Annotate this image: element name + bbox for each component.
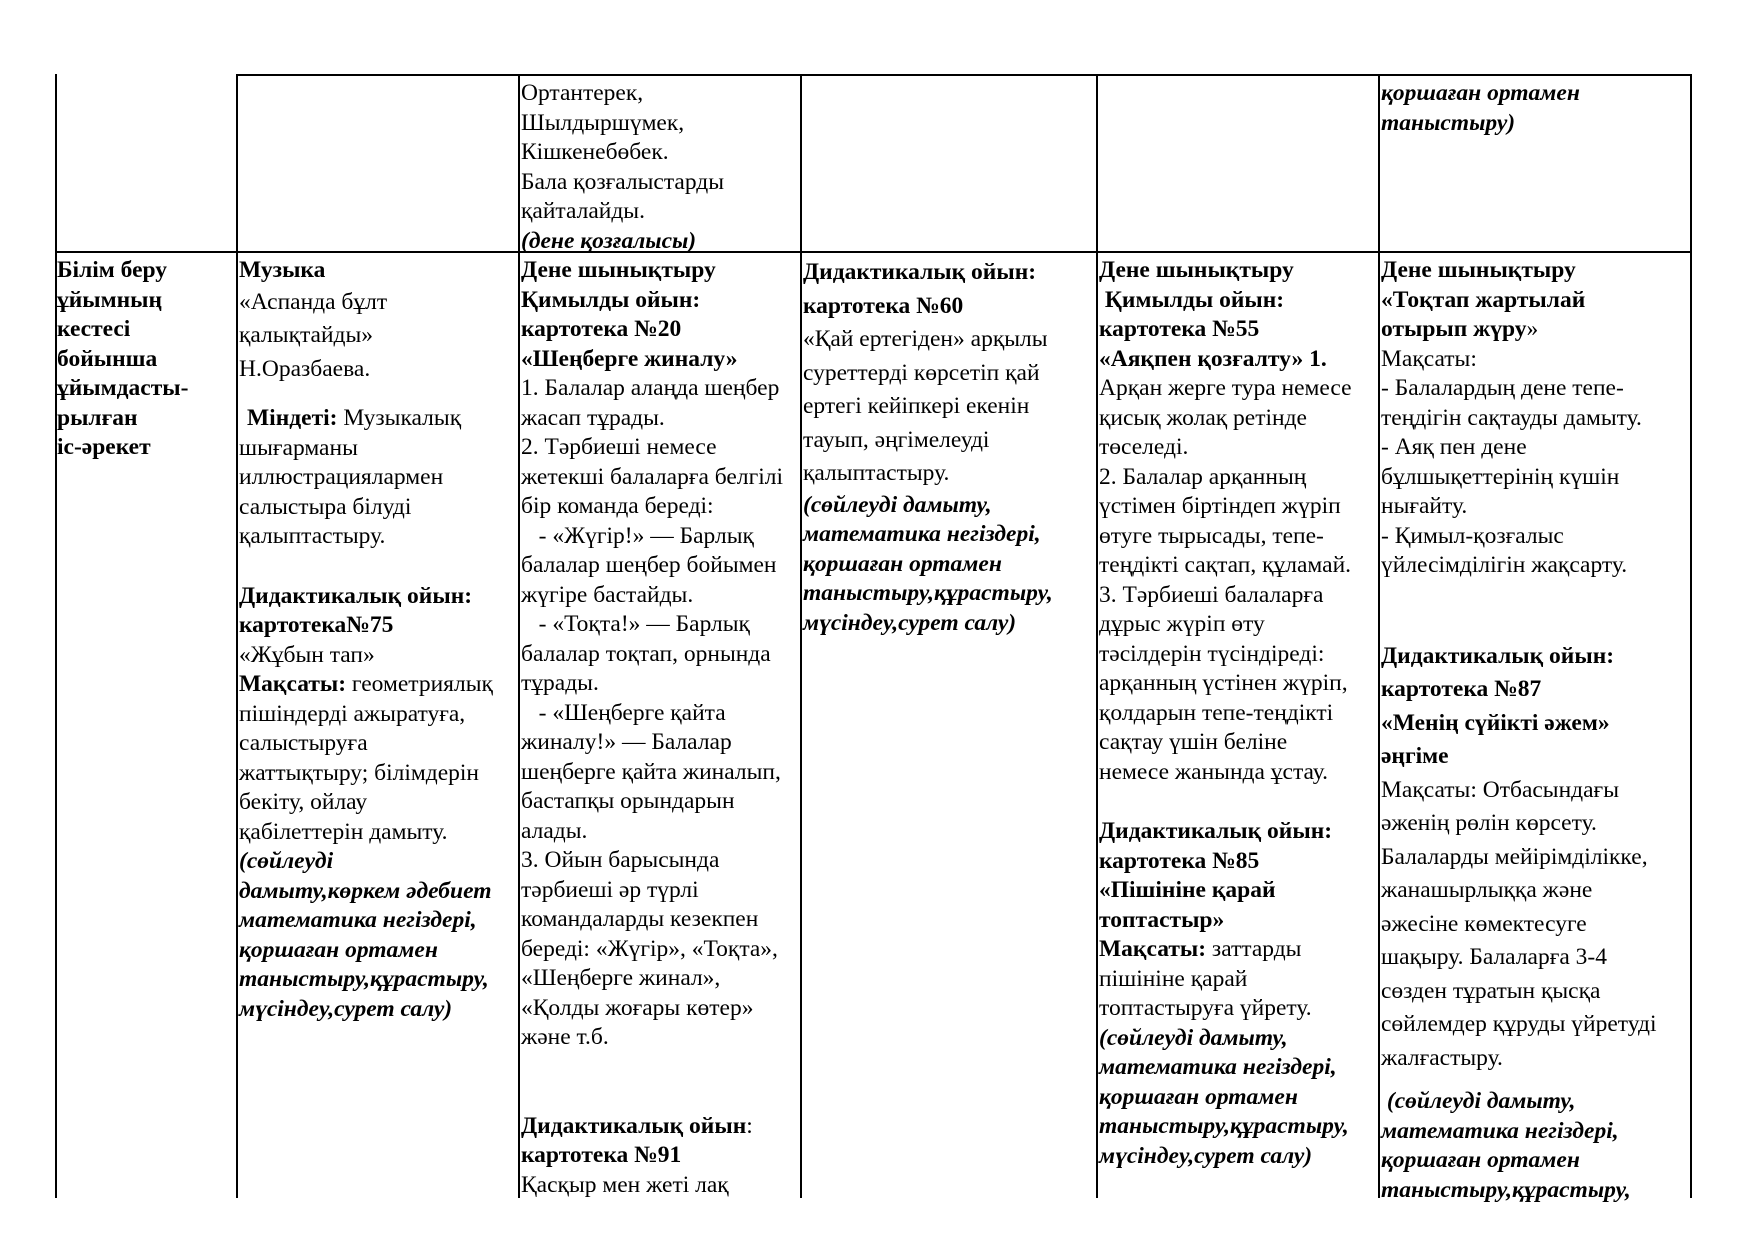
body-line: балалар тоқтап, орнында: [521, 640, 771, 667]
subject-tag-line: мүсіндеу,сурет салу): [1099, 1142, 1313, 1169]
subject-tag-line: таныстыру,құрастыру,: [803, 580, 1053, 606]
task-line: шығарманы: [239, 434, 358, 461]
subject-tag-line: таныстыру,құрастыру,: [1381, 1176, 1631, 1203]
title-close-quote: »: [1526, 316, 1539, 342]
body-line: жиналу!» — Балалар: [521, 729, 732, 755]
body-line: - «Тоқта!» — Барлық: [521, 611, 750, 637]
goal-line: қабілеттерін дамыту.: [239, 818, 448, 845]
body-line: тұрады.: [521, 670, 599, 696]
row-header-line: кестесі: [57, 316, 131, 342]
body-line: ертегі кейіпкері екенін: [803, 393, 1030, 419]
game-name: Қасқыр мен жеті лақ: [521, 1171, 729, 1198]
body-line: сақтау үшін беліне: [1099, 729, 1288, 755]
body-line: - Балалардың дене тепе-: [1381, 375, 1624, 401]
body-line: қалыптастыру.: [803, 460, 950, 486]
top-row-col6-cell: [1381, 79, 1580, 138]
game-title-line: Дидактикалық ойын:: [1099, 818, 1333, 844]
task-label: Міндеті:: [247, 405, 338, 431]
body-line: Арқан жерге тура немесе: [1099, 375, 1352, 401]
story-line: шақыру. Балаларға 3-4: [1381, 944, 1607, 970]
task-line: қалыптастыру.: [239, 523, 386, 549]
game-name: «Жұбын тап»: [239, 641, 375, 668]
body-line: 1. Балалар алаңда шеңбер: [521, 375, 780, 401]
activity-title-line: картотека №55: [1099, 316, 1260, 342]
body-line: 3. Тәрбиеші балаларға: [1099, 581, 1324, 608]
story-line: жалғастыру.: [1381, 1044, 1503, 1071]
column-border-3: [518, 74, 520, 1198]
row-header-line: бойынша: [57, 345, 158, 372]
game-title-line: Дидактикалық ойын:: [803, 259, 1037, 285]
subject-tag-line: (сөйлеуді: [239, 848, 334, 874]
story-line: әженің рөлін көрсету.: [1381, 810, 1597, 836]
activity-title-line: отырып жүру: [1381, 316, 1527, 342]
body-line: «Шеңберге жинал»,: [521, 965, 721, 991]
game-card: картотека №91: [521, 1142, 682, 1168]
col5-cell: [1099, 256, 1352, 1171]
goal-line: пішіндерді ажыратуға,: [239, 700, 466, 727]
body-line: жүгіре бастайды.: [521, 581, 694, 608]
body-line: 2. Балалар арқанның: [1099, 463, 1307, 490]
subject-tag-line: (сөйлеуді дамыту,: [1099, 1024, 1288, 1051]
row-header-line: ұйымның: [57, 286, 163, 313]
body-line: өтуге тырысады, тепе-: [1099, 522, 1324, 549]
body-line: үстімен біртіндеп жүріп: [1099, 493, 1341, 519]
subject-tag-line: таныстыру,құрастыру,: [239, 966, 489, 992]
game-title-line: картотека №87: [1381, 676, 1542, 702]
subject-tag-line: қоршаған ортамен: [239, 936, 438, 963]
subject-tag-line: қоршаған ортамен: [1381, 1147, 1580, 1173]
story-line: Мақсаты: Отбасындағы: [1381, 776, 1619, 803]
body-line: - Қимыл-қозғалыс: [1381, 522, 1564, 549]
body-line: Мақсаты:: [1381, 345, 1477, 372]
row-header-line: ұйымдасты-: [57, 375, 189, 401]
column-border-2: [236, 74, 238, 1198]
story-line: сөзден тұратын қысқа: [1381, 977, 1601, 1004]
col4-cell: [803, 256, 1053, 638]
activity-title-line: Қимылды ойын:: [1099, 286, 1285, 313]
text-line: Ортантерек,: [521, 80, 644, 106]
body-line: теңдікті сақтап, құламай.: [1099, 552, 1352, 578]
body-line: «Қолды жоғары көтер»: [521, 994, 754, 1021]
song-line: Н.Оразбаева.: [239, 355, 371, 382]
subject-tag-line: (сөйлеуді дамыту,: [1381, 1088, 1576, 1114]
body-line: береді: «Жүгір», «Тоқта»,: [521, 935, 778, 962]
subject-tag-line: таныстыру,құрастыру,: [1099, 1113, 1349, 1139]
goal-line: пішініне қарай: [1099, 965, 1248, 992]
game-title-line: картотека №85: [1099, 847, 1260, 874]
subject-tag-line: дамыту,көркем әдебиет: [239, 877, 492, 904]
top-row-col3-cell: [521, 79, 724, 256]
subject-tag: (дене қозғалысы): [521, 227, 697, 254]
body-line: «Қай ертегіден» арқылы: [803, 326, 1048, 352]
activity-title-line: Дене шынықтыру: [1381, 257, 1576, 283]
subject-tag-line: қоршаған ортамен: [1099, 1083, 1298, 1110]
body-line: - Аяқ пен дене: [1381, 434, 1527, 460]
col3-cell: [521, 256, 783, 1200]
body-line: дұрыс жүріп өту: [1099, 611, 1265, 637]
story-line: Балаларды мейірімділікке,: [1381, 843, 1648, 870]
column-border-6: [1378, 74, 1380, 1198]
text-line: Бала қозғалыстарды: [521, 168, 725, 195]
row-header-cell: [57, 256, 188, 463]
subject-tag-line: (сөйлеуді дамыту,: [803, 491, 992, 518]
subject-tag-line: математика негіздері,: [1381, 1117, 1619, 1144]
game-title: Дидактикалық ойын: [521, 1112, 747, 1139]
body-line: теңдігін сақтауды дамыту.: [1381, 404, 1642, 431]
body-line: тауып, әңгімелеуді: [803, 426, 990, 453]
subject-tag-line: математика негіздері,: [239, 907, 477, 933]
body-line: 2. Тәрбиеші немесе: [521, 434, 717, 460]
goal-text: геометриялық: [346, 671, 493, 697]
task-line: салыстыра білуді: [239, 493, 412, 520]
body-line: шеңберге қайта жиналып,: [521, 758, 781, 785]
activity-title-line: «Тоқтап жартылай: [1381, 286, 1586, 313]
goal-line: бекіту, ойлау: [239, 789, 368, 815]
body-line: командаларды кезекпен: [521, 906, 759, 932]
body-line: балалар шеңбер бойымен: [521, 552, 777, 578]
body-line: тәрбиеші әр түрлі: [521, 876, 699, 903]
subject-tag-line: таныстыру): [1381, 109, 1516, 136]
song-line: «Аспанда бұлт: [239, 288, 388, 315]
game-title-line: әңгіме: [1381, 743, 1449, 769]
game-title-line: топтастыр»: [1099, 906, 1225, 933]
body-line: тәсілдерін түсіндіреді:: [1099, 640, 1325, 667]
goal-label: Мақсаты:: [1099, 936, 1207, 962]
body-line: арқанның үстінен жүріп,: [1099, 670, 1348, 696]
game-title-line: «Менің сүйікті әжем»: [1381, 709, 1610, 736]
body-line: жетекші балаларға белгілі: [521, 463, 784, 490]
game-title-line: Дидактикалық ойын:: [239, 582, 473, 609]
column-border-7: [1690, 74, 1692, 1198]
activity-title-line: картотека №20: [521, 316, 682, 342]
row-divider: [55, 251, 1692, 253]
game-title-line: картотека №60: [803, 292, 964, 319]
story-line: сөйлемдер құруды үйретуді: [1381, 1011, 1657, 1037]
subject-tag-line: мүсіндеу,сурет салу): [803, 609, 1017, 636]
goal-label: Мақсаты:: [239, 671, 347, 697]
subject-tag-line: қоршаған ортамен: [803, 550, 1002, 577]
subject-tag-line: қоршаған ортамен: [1381, 80, 1580, 106]
goal-line: салыстыруға: [239, 730, 368, 756]
column-border-4: [800, 74, 802, 1198]
body-line: бір команда береді:: [521, 493, 714, 519]
body-line: 3. Ойын барысында: [521, 847, 720, 873]
task-line: иллюстрациялармен: [239, 464, 444, 490]
col2-cell: [239, 256, 493, 1024]
text-line: қайталайды.: [521, 198, 645, 224]
subject-tag-line: математика негіздері,: [1099, 1054, 1337, 1080]
goal-text: заттарды: [1206, 936, 1302, 962]
activity-title-line: Дене шынықтыру: [521, 257, 716, 283]
game-title-line: картотека№75: [239, 612, 394, 638]
col6-cell: [1381, 256, 1657, 1205]
subject-title: Музыка: [239, 257, 326, 283]
body-line: және т.б.: [521, 1024, 609, 1050]
subject-tag-line: математика негіздері,: [803, 521, 1041, 547]
table-border-top: [236, 74, 1692, 76]
body-line: қолдарын тепе-теңдікті: [1099, 699, 1334, 726]
story-line: әжесіне көмектесуге: [1381, 910, 1587, 937]
row-header-line: іс-әрекет: [57, 434, 151, 460]
body-line: жасап тұрады.: [521, 404, 665, 431]
body-line: алады.: [521, 817, 588, 844]
body-line: - «Жүгір!» — Барлық: [521, 522, 754, 549]
body-line: үйлесімділігін жақсарту.: [1381, 552, 1628, 578]
game-title-line: «Пішініне қарай: [1099, 877, 1276, 903]
row-header-line: рылған: [57, 404, 138, 431]
body-line: немесе жанында ұстау.: [1099, 758, 1329, 785]
row-header-line: Білім беру: [57, 257, 168, 283]
column-border-1: [55, 74, 57, 1198]
song-line: қалықтайды»: [239, 322, 374, 348]
activity-title-line: Дене шынықтыру: [1099, 257, 1294, 283]
body-line: бұлшықеттерінің күшін: [1381, 463, 1620, 490]
activity-title-line: «Аяқпен қозғалту» 1.: [1099, 345, 1327, 372]
activity-title-line: Қимылды ойын:: [521, 286, 701, 313]
body-line: бастапқы орындарын: [521, 788, 735, 814]
goal-line: жаттықтыру; білімдерін: [239, 759, 480, 786]
body-line: төселеді.: [1099, 434, 1189, 460]
game-title-colon: :: [746, 1112, 753, 1139]
subject-tag-line: мүсіндеу,сурет салу): [239, 995, 453, 1022]
game-title-line: Дидактикалық ойын:: [1381, 642, 1615, 669]
body-line: - «Шеңберге қайта: [521, 699, 726, 726]
column-border-5: [1096, 74, 1098, 1198]
task-text: Музыкалық: [337, 405, 462, 431]
goal-line: топтастыруға үйрету.: [1099, 995, 1312, 1021]
body-line: қисық жолақ ретінде: [1099, 404, 1307, 431]
text-line: Кішкенебөбек.: [521, 139, 669, 165]
story-line: жанашырлыққа және: [1381, 877, 1593, 903]
body-line: суреттерді көрсетіп қай: [803, 359, 1040, 386]
activity-title-line: «Шеңберге жиналу»: [521, 345, 738, 372]
body-line: нығайту.: [1381, 493, 1468, 519]
text-line: Шылдыршүмек,: [521, 109, 685, 136]
